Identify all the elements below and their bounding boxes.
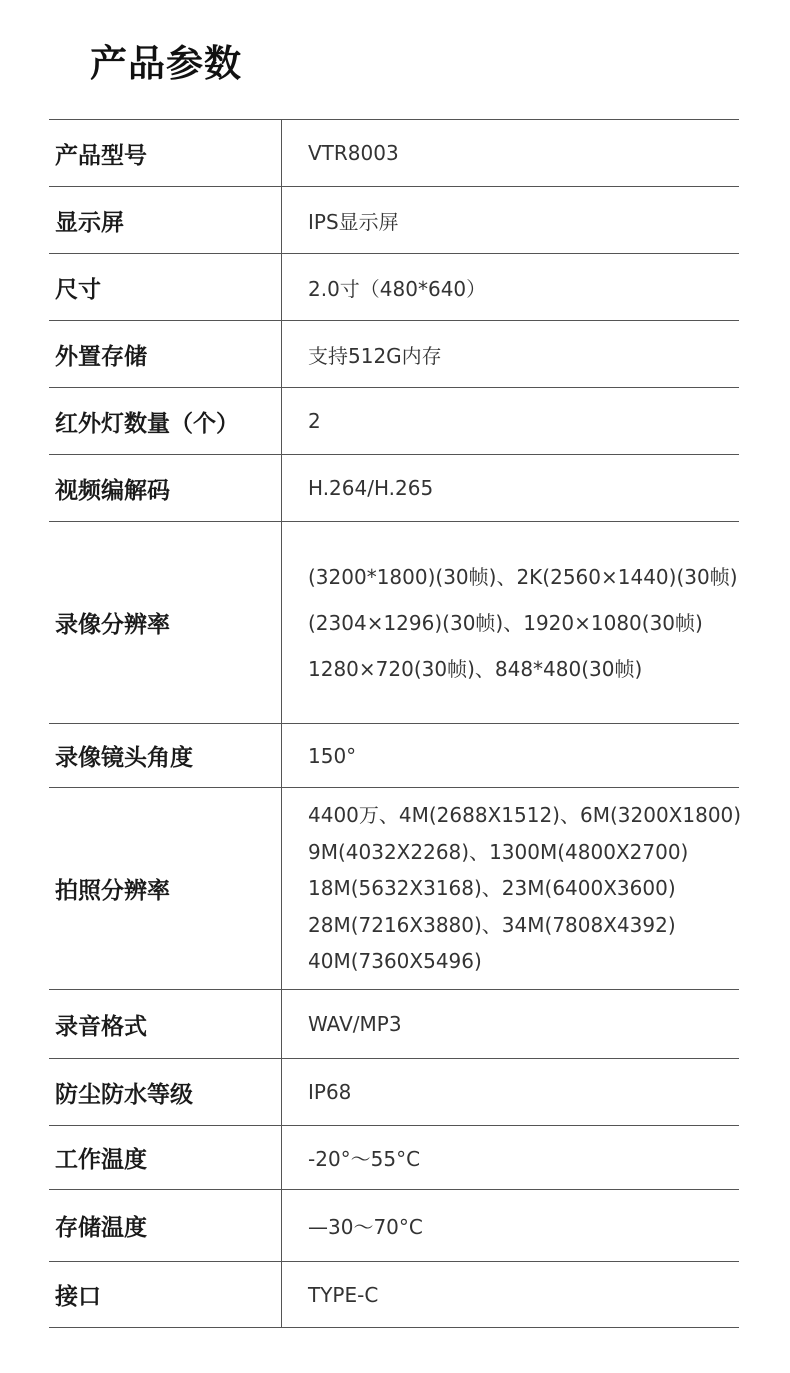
spec-value xyxy=(282,788,740,990)
spec-value xyxy=(282,1126,740,1190)
spec-value-line: 28M(7216X3880)、34M(7808X4392) xyxy=(308,912,676,937)
spec-value xyxy=(282,990,740,1059)
spec-row-ir-lights xyxy=(49,388,739,455)
spec-value xyxy=(282,254,740,321)
spec-row-display xyxy=(49,187,739,254)
spec-value-line: (3200*1800)(30帧)、2K(2560×1440)(30帧) xyxy=(308,564,738,589)
spec-row-size xyxy=(49,254,739,321)
spec-label: 红外灯数量（个） xyxy=(49,388,282,455)
spec-value-line: 18M(5632X3168)、23M(6400X3600) xyxy=(308,876,676,901)
spec-value xyxy=(282,120,740,187)
spec-label: 视频编解码 xyxy=(49,455,282,522)
spec-row-photo-resolution xyxy=(49,788,739,990)
spec-label: 录像分辨率 xyxy=(49,522,282,724)
page-title: 产品参数 xyxy=(90,42,242,85)
spec-value-line: VTR8003 xyxy=(308,141,399,165)
spec-value xyxy=(282,1190,740,1262)
spec-value-line: 4400万、4M(2688X1512)、6M(3200X1800) xyxy=(308,803,742,828)
spec-value-line: 支持512G内存 xyxy=(308,343,442,368)
spec-value-line: 1280×720(30帧)、848*480(30帧) xyxy=(308,656,643,681)
spec-value-line: 2.0寸（480*640） xyxy=(308,276,487,301)
spec-label: 外置存储 xyxy=(49,321,282,388)
spec-value-line: -20°～55°C xyxy=(308,1147,421,1171)
spec-value-line: WAV/MP3 xyxy=(308,1012,402,1036)
spec-row-video-resolution xyxy=(49,522,739,724)
spec-value xyxy=(282,388,740,455)
spec-value-line: TYPE-C xyxy=(308,1282,379,1307)
spec-row-interface xyxy=(49,1262,739,1328)
spec-value-line: —30～70°C xyxy=(308,1215,423,1239)
spec-value-line: (2304×1296)(30帧)、1920×1080(30帧) xyxy=(308,610,703,635)
spec-row-lens-angle xyxy=(49,724,739,788)
spec-value-line: IP68 xyxy=(308,1080,352,1104)
spec-label: 产品型号 xyxy=(49,120,282,187)
spec-value-line: 150° xyxy=(308,743,357,768)
spec-row-storage xyxy=(49,321,739,388)
spec-label: 存储温度 xyxy=(49,1190,282,1262)
spec-row-model xyxy=(49,120,739,187)
spec-value xyxy=(282,1262,740,1328)
spec-label: 接口 xyxy=(49,1262,282,1328)
spec-value-line: 2 xyxy=(308,409,321,433)
spec-label: 显示屏 xyxy=(49,187,282,254)
spec-value-line: 40M(7360X5496) xyxy=(308,949,482,974)
spec-value xyxy=(282,187,740,254)
spec-row-storage-temperature xyxy=(49,1190,739,1262)
spec-label: 防尘防水等级 xyxy=(49,1059,282,1126)
spec-value xyxy=(282,724,740,788)
spec-row-ip-rating xyxy=(49,1059,739,1126)
spec-label: 拍照分辨率 xyxy=(49,788,282,990)
spec-label: 录像镜头角度 xyxy=(49,724,282,788)
spec-row-codec xyxy=(49,455,739,522)
spec-table xyxy=(49,119,742,1328)
spec-row-audio-format xyxy=(49,990,739,1059)
spec-label: 工作温度 xyxy=(49,1126,282,1190)
spec-row-working-temperature xyxy=(49,1126,739,1190)
spec-label: 尺寸 xyxy=(49,254,282,321)
spec-value-line: H.264/H.265 xyxy=(308,476,434,500)
spec-value xyxy=(282,522,740,724)
spec-value-line: IPS显示屏 xyxy=(308,209,399,234)
spec-value xyxy=(282,455,740,522)
spec-value-line: 9M(4032X2268)、1300M(4800X2700) xyxy=(308,839,689,864)
spec-label: 录音格式 xyxy=(49,990,282,1059)
spec-value xyxy=(282,321,740,388)
spec-value xyxy=(282,1059,740,1126)
